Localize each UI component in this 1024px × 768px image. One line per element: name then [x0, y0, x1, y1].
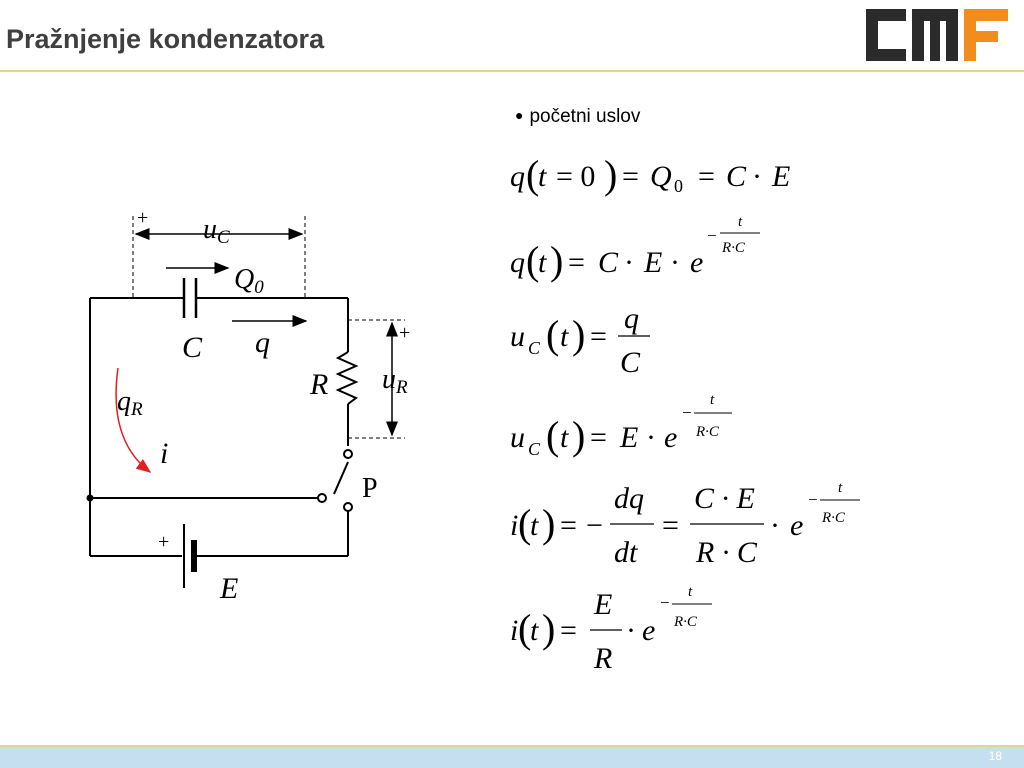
svg-text:R·C: R·C: [674, 614, 697, 630]
svg-text:(: (: [518, 606, 532, 651]
svg-text:−: −: [707, 226, 717, 245]
bullet-text: početni uslov: [529, 106, 641, 127]
svg-text:): ): [604, 152, 618, 197]
plus-sign-uc: +: [137, 207, 149, 229]
svg-text:−: −: [682, 403, 692, 422]
svg-text:=: =: [590, 421, 607, 454]
svg-text:R·C: R·C: [822, 510, 845, 526]
svg-text:e: e: [790, 509, 804, 542]
svg-text:·: ·: [752, 160, 762, 193]
svg-text:=: =: [560, 614, 577, 647]
svg-text:0: 0: [674, 176, 683, 196]
label-i: i: [160, 437, 169, 470]
svg-text:t: t: [560, 421, 569, 454]
svg-text:·: ·: [770, 509, 780, 542]
svg-text:e: e: [690, 246, 704, 279]
svg-text:t: t: [688, 584, 693, 600]
svg-text:u: u: [510, 320, 525, 353]
plus-sign-battery: +: [158, 531, 170, 553]
svg-text:t: t: [538, 160, 547, 193]
svg-text:q: q: [510, 246, 525, 279]
svg-text:·: ·: [646, 421, 656, 454]
equation-3: [510, 302, 650, 379]
svg-text:=: =: [560, 509, 577, 542]
svg-text:): ): [572, 413, 586, 458]
svg-text:t: t: [738, 214, 743, 230]
label-p: P: [362, 473, 378, 504]
svg-text:dt: dt: [614, 536, 638, 569]
svg-text:u: u: [510, 421, 525, 454]
slide-title: Pražnjenje kondenzatora: [6, 24, 325, 54]
equation-1: [510, 152, 790, 197]
label-r: R: [310, 368, 329, 401]
svg-text:t: t: [560, 320, 569, 353]
svg-text:E: E: [644, 246, 663, 279]
svg-text:−: −: [808, 490, 818, 509]
svg-text:R: R: [594, 642, 613, 675]
label-e: E: [220, 572, 239, 605]
svg-text:(: (: [546, 413, 560, 458]
equation-2: [510, 214, 760, 283]
svg-text:C: C: [620, 346, 641, 379]
label-uc: uC: [203, 214, 230, 248]
svg-text:(: (: [526, 238, 540, 283]
svg-text:E: E: [620, 421, 639, 454]
svg-text:e: e: [642, 614, 656, 647]
svg-text:=: =: [622, 160, 639, 193]
label-q0: Q0: [234, 264, 264, 298]
svg-text:R·C: R·C: [722, 240, 745, 256]
svg-text:): ): [542, 501, 556, 546]
equation-5: [510, 480, 860, 569]
svg-text:E: E: [772, 160, 791, 193]
svg-text:=: =: [698, 160, 715, 193]
svg-text:·: ·: [626, 614, 636, 647]
svg-text:=: =: [568, 246, 585, 279]
svg-text:): ): [542, 606, 556, 651]
svg-text:(: (: [518, 501, 532, 546]
svg-text:i: i: [510, 509, 519, 542]
svg-text:C: C: [528, 439, 541, 459]
svg-text:e: e: [664, 421, 678, 454]
svg-text:t: t: [530, 509, 539, 542]
label-q: q: [255, 326, 270, 359]
svg-text:C: C: [598, 246, 619, 279]
svg-text:C · E: C · E: [694, 482, 755, 515]
svg-text:C: C: [528, 338, 541, 358]
svg-text:·: ·: [624, 246, 634, 279]
label-c: C: [182, 331, 203, 364]
svg-text:R · C: R · C: [696, 536, 757, 569]
svg-text:·: ·: [670, 246, 680, 279]
label-qr: qR: [117, 386, 143, 420]
slide-footer: [0, 747, 1024, 768]
svg-text:t: t: [838, 480, 843, 496]
svg-text:dq: dq: [614, 482, 644, 515]
svg-text:t: t: [710, 392, 715, 408]
equation-4: [510, 392, 732, 459]
svg-text:−: −: [660, 593, 670, 612]
bullet-dot-icon: ●: [515, 107, 524, 123]
svg-text:C: C: [726, 160, 747, 193]
page-number: 18: [988, 749, 1002, 763]
svg-text:R·C: R·C: [696, 424, 719, 440]
svg-text:i: i: [510, 614, 519, 647]
svg-text:q: q: [624, 302, 639, 335]
svg-text:(: (: [546, 312, 560, 357]
svg-text:Q: Q: [650, 160, 672, 193]
equation-6: [510, 584, 712, 675]
svg-text:): ): [572, 312, 586, 357]
svg-text:E: E: [594, 588, 613, 621]
label-ur: uR: [382, 364, 408, 398]
plus-sign-ur: +: [399, 322, 411, 344]
svg-text:=: =: [590, 320, 607, 353]
svg-text:): ): [550, 238, 564, 283]
svg-text:=: =: [662, 509, 679, 542]
svg-text:−: −: [586, 509, 603, 542]
svg-text:q: q: [510, 160, 525, 193]
svg-text:t: t: [538, 246, 547, 279]
svg-text:t: t: [530, 614, 539, 647]
svg-text:(: (: [526, 152, 540, 197]
svg-text:= 0: = 0: [556, 160, 596, 193]
